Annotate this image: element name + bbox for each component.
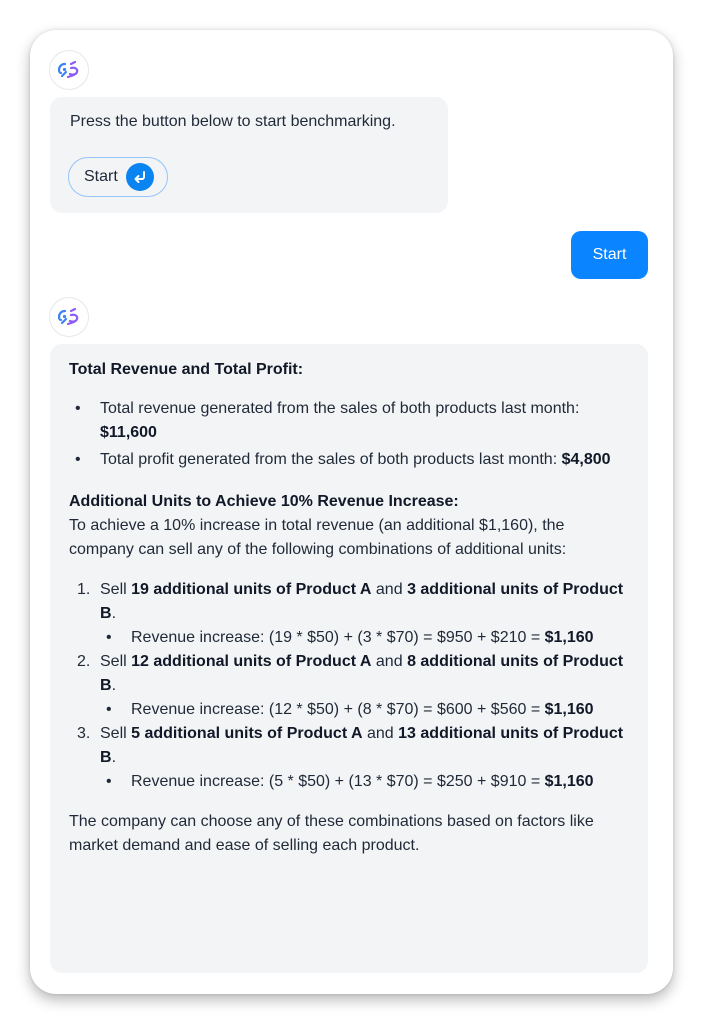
answer-closing: The company can choose any of these combinations based on factors like market demand and ease of selling each product. [69,813,594,854]
list-item: • Total revenue generated from the sales of both products last month: $11,600 [69,397,629,445]
list-item: • Revenue increase: (12 * $50) + (8 * $70) = $600 + $560 = $1,160 [100,698,629,722]
list-item: • Revenue increase: (5 * $50) + (13 * $70) = $250 + $910 = $1,160 [100,770,629,794]
options-list [69,578,629,794]
sync-logo-icon [56,307,82,327]
list-item: 1. Sell 19 additional units of Product A and 3 additional units of Product B. • Revenue increase: (19 * $50) + (3 * $70) = $950 + $210 = $1,160 [69,578,629,650]
bot-avatar [49,297,89,337]
heading-total: Total Revenue and Total Profit: [69,361,304,378]
answer-intro: To achieve a 10% increase in total revenue (an additional $1,160), the company can sell any of the following combinations of additional units: [69,517,567,558]
heading-additional: Additional Units to Achieve 10% Revenue Increase: [69,493,459,510]
intro-bubble [50,97,448,213]
intro-text: Press the button below to start benchmarking. [70,113,396,130]
enter-return-icon [126,163,154,191]
answer-bubble [50,344,648,973]
start-button-label: Start [84,168,118,185]
list-item: 3. Sell 5 additional units of Product A and 13 additional units of Product B. • Revenue increase: (5 * $50) + (13 * $70) = $250 + $910 = $1,160 [69,722,629,794]
sync-logo-icon [56,60,82,80]
list-item: 2. Sell 12 additional units of Product A and 8 additional units of Product B. • Revenue increase: (12 * $50) + (8 * $70) = $600 + $560 = $1,160 [69,650,629,722]
start-button[interactable] [68,157,168,197]
bot-avatar [49,50,89,90]
list-item: • Revenue increase: (19 * $50) + (3 * $70) = $950 + $210 = $1,160 [100,626,629,650]
list-item: • Total profit generated from the sales of both products last month: $4,800 [69,448,629,472]
chat-window [30,30,673,994]
totals-list [69,397,629,472]
user-message: Start [571,231,648,279]
